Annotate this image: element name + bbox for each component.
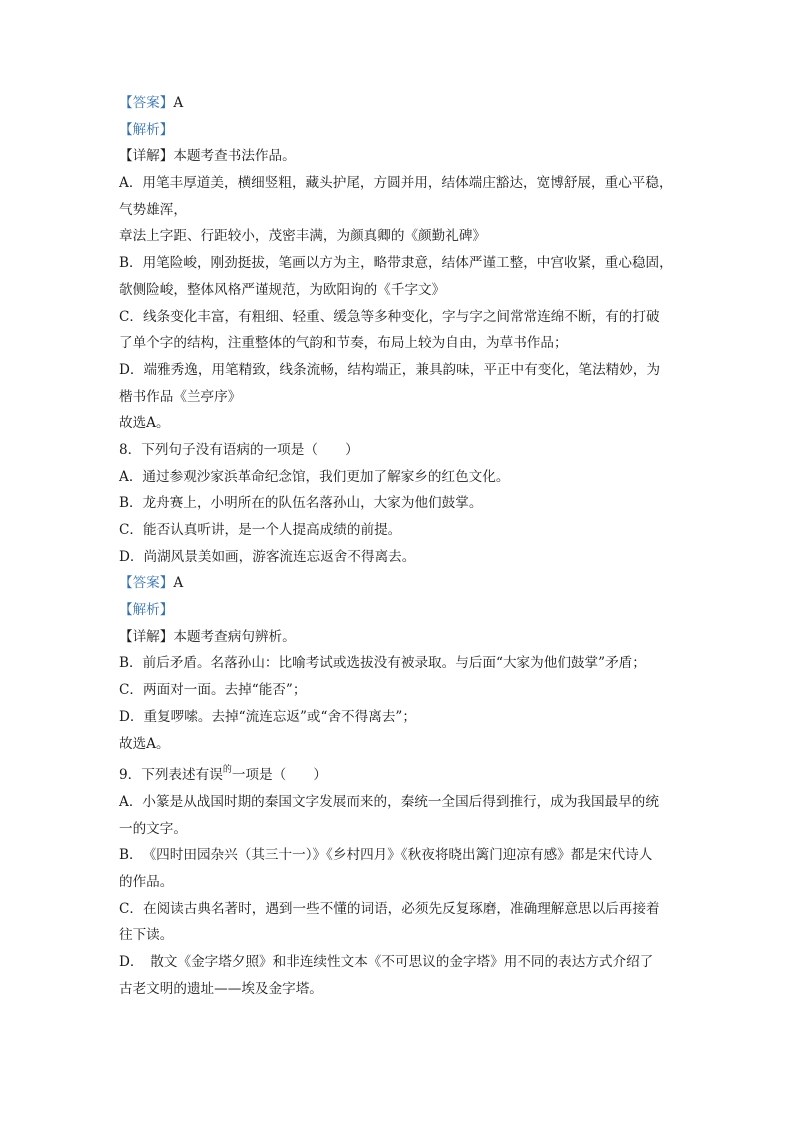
option-c: C．能否认真听讲，是一个人提高成绩的前提。 (119, 522, 402, 538)
detail-line-2 (119, 628, 681, 647)
text-line: 的作品。 (119, 873, 174, 890)
analysis-tag: 【解析】 (119, 602, 174, 619)
text-line: 一的文字。 (119, 820, 187, 837)
text-line: C．两面对一面。去掉“能否”； (119, 682, 307, 699)
text-line: 故选A。 (119, 735, 170, 752)
detail-text: 本题考查书法作品。 (173, 148, 296, 165)
option-a: A．通过参观沙家浜革命纪念馆，我们更加了解家乡的红色文化。 (119, 468, 510, 485)
detail-tag: 【详解】 (119, 148, 174, 165)
text-line: 古老文明的遗址——埃及金字塔。 (119, 980, 323, 997)
text-line: B．前后矛盾。名落孙山：比喻考试或选拔没有被录取。与后面“大家为他们鼓掌”矛盾； (119, 655, 646, 672)
text-line: B．用笔险峻，刚劲挺拔，笔画以方为主，略带隶意，结体严谨工整，中宫收紧，重心稳固， (119, 255, 673, 272)
text-line: 欹侧险峻，整体风格严谨规范，为欧阳询的《千字文》 (119, 281, 446, 298)
answer-tag: 【答案】 (119, 575, 174, 592)
text-line: C．线条变化丰富，有粗细、轻重、缓急等多种变化，字与字之间常常连绵不断，有的打破 (119, 308, 660, 325)
answer-value: A (173, 575, 184, 592)
analysis-heading-1 (119, 121, 681, 140)
detail-tag: 【详解】 (119, 628, 174, 645)
text-line: 楷书作品《兰亭序》 (119, 388, 242, 405)
answer-tag: 【答案】 (119, 95, 174, 111)
text-line: A．用笔丰厚道美，横细竖粗，藏头护尾，方圆并用，结体端庄豁达，宽博舒展，重心平稳， (119, 175, 673, 192)
text-line: 了单个字的结构，注重整体的气韵和节奏，布局上较为自由，为草书作品； (119, 335, 568, 352)
text-line: D．重复啰嗦。去掉“流连忘返”或“舍不得离去”； (119, 708, 416, 725)
detail-text: 本题考查病句辨析。 (173, 628, 296, 645)
answer-value: A (173, 95, 184, 111)
analysis-tag: 【解析】 (119, 121, 174, 138)
answer-line-1 (119, 94, 681, 113)
question-8: 8．下列句子没有语病的一项是（ ） (119, 441, 359, 458)
question-9-superscript: 的 (222, 765, 232, 776)
question-9-part2: 一项是（ ） (231, 767, 327, 784)
question-9 (119, 761, 681, 785)
text-line: 气势雄浑， (119, 201, 187, 218)
text-line: 故选A。 (119, 415, 170, 432)
answer-line-2 (119, 574, 681, 593)
option-b: B．龙舟赛上，小明所在的队伍名落孙山，大家为他们鼓掌。 (119, 495, 483, 512)
document-page (119, 94, 681, 1006)
text-line: D． 散文《金字塔夕照》和非连续性文本《不可思议的金字塔》用不同的表达方式介绍了 (119, 954, 654, 970)
text-line: 往下读。 (119, 927, 174, 944)
detail-line-1 (119, 147, 681, 166)
text-line: C．在阅读古典名著时，遇到一些不懂的词语，必须先反复琢磨，准确理解意思以后再接着 (119, 900, 660, 917)
text-line: 章法上字距、行距较小，茂密丰满，为颜真卿的《颜勤礼碑》 (119, 228, 487, 245)
text-line: D．端雅秀逸，用笔精致，线条流畅，结构端正，兼具韵味，平正中有变化，笔法精妙，为 (119, 361, 661, 378)
text-line: B． 《四时田园杂兴（其三十一）》《乡村四月》《秋夜将晓出篱门迎凉有感》都是宋代诗人 (119, 847, 653, 864)
analysis-heading-2 (119, 601, 681, 620)
option-d: D．尚湖风景美如画，游客流连忘返舍不得离去。 (119, 548, 416, 565)
text-line: A．小篆是从战国时期的秦国文字发展而来的，秦统一全国后得到推行，成为我国最早的统 (119, 793, 659, 810)
question-9-part1: 9．下列表述有误 (119, 767, 223, 784)
